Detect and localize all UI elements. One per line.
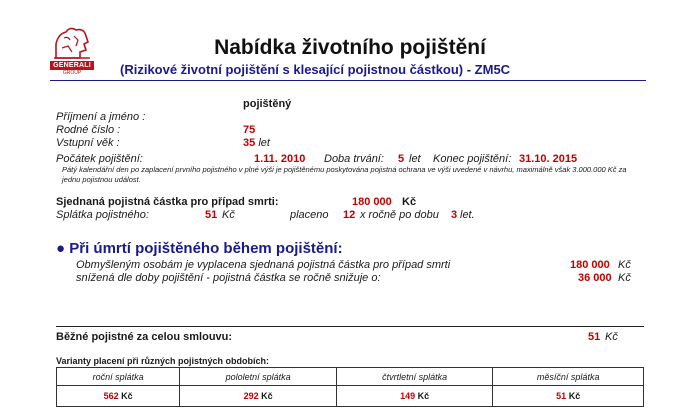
premium-value: 51 — [588, 331, 601, 343]
coverage-note: Pátý kalendářní den po zaplacení prvního pojistného v plné výši je pojištěnému poskytována pojistná ochrana ve výši uvedené v návrhu, maximálně však 3.000.000 Kč za jednu pojistnou událost. — [62, 165, 627, 184]
header-quarterly: čtvrtletní splátka — [336, 368, 493, 386]
page-subtitle: (Rizikové životní pojištění s klesající pojistnou částkou) - ZM5C — [120, 62, 511, 77]
quarterly-currency: Kč — [417, 391, 430, 401]
monthly-currency: Kč — [568, 391, 581, 401]
start-value: 1.11. 2010 — [254, 153, 306, 165]
paid-years: 3 — [451, 209, 458, 221]
paid-text: x ročně po dobu — [360, 209, 439, 221]
premium-divider — [56, 326, 644, 327]
cell-annual — [57, 386, 180, 407]
premium-label: Běžné pojistné za celou smlouvu: — [56, 331, 233, 343]
installment-label: Splátka pojistného: — [56, 209, 149, 221]
payment-variants-table — [56, 367, 644, 407]
duration-value: 5 — [398, 153, 405, 165]
cell-monthly — [493, 386, 644, 407]
paid-times: 12 — [343, 209, 356, 221]
death-line1-currency: Kč — [618, 259, 631, 271]
death-line1: Obmyšleným osobám je vyplacena sjednaná pojistná částka pro případ smrti — [76, 259, 451, 271]
entry-age-unit: let — [258, 137, 270, 149]
header-semiannual: pololetní splátka — [180, 368, 337, 386]
paid-years-unit: let. — [460, 209, 475, 221]
header-monthly: měsíční splátka — [493, 368, 644, 386]
birth-number-value: 75 — [243, 124, 256, 136]
insured-heading: pojištěný — [243, 98, 292, 110]
cell-quarterly — [336, 386, 493, 407]
start-label: Počátek pojištění: — [56, 153, 143, 165]
table-header-row — [57, 368, 644, 386]
annual-value: 562 — [103, 391, 119, 401]
sum-insured-label: Sjednaná pojistná částka pro případ smrti: — [56, 196, 279, 208]
monthly-value: 51 — [556, 391, 567, 401]
logo-brand: GENERALI — [50, 61, 94, 70]
page-title: Nabídka životního pojištění — [214, 36, 486, 59]
installment-value: 51 — [205, 209, 218, 221]
sum-insured-value: 180 000 — [352, 196, 392, 208]
entry-age — [243, 137, 270, 149]
death-line1-value: 180 000 — [570, 259, 610, 271]
semiannual-value: 292 — [243, 391, 259, 401]
death-benefit-heading: ● Při úmrtí pojištěného během pojištění: — [56, 240, 343, 257]
death-line2: snížená dle doby pojištění - pojistná částka se ročně snižuje o: — [76, 272, 381, 284]
header-annual: roční splátka — [57, 368, 180, 386]
logo-sub: GROUP — [62, 70, 82, 76]
end-value: 31.10. 2015 — [519, 153, 578, 165]
annual-currency: Kč — [121, 391, 133, 401]
name-label: Příjmení a jméno : — [56, 111, 146, 123]
duration-unit: let — [409, 153, 421, 165]
quarterly-value: 149 — [400, 391, 416, 401]
entry-age-label: Vstupní věk : — [56, 137, 120, 149]
table-row — [57, 386, 644, 407]
sum-insured-currency: Kč — [402, 196, 417, 208]
paid-label: placeno — [290, 209, 329, 221]
entry-age-value: 35 — [243, 137, 256, 149]
semiannual-currency: Kč — [261, 391, 273, 401]
duration-label: Doba trvání: — [324, 153, 384, 165]
death-line2-value: 36 000 — [578, 272, 612, 284]
birth-number-label: Rodné číslo : — [56, 124, 121, 136]
header-divider — [50, 80, 646, 81]
cell-semiannual — [180, 386, 337, 407]
premium-currency: Kč — [605, 331, 618, 343]
installment-currency: Kč — [222, 209, 235, 221]
variants-title: Varianty placení při různých pojistných obdobích: — [56, 356, 270, 366]
death-line2-currency: Kč — [618, 272, 631, 284]
end-label: Konec pojištění: — [433, 153, 512, 165]
